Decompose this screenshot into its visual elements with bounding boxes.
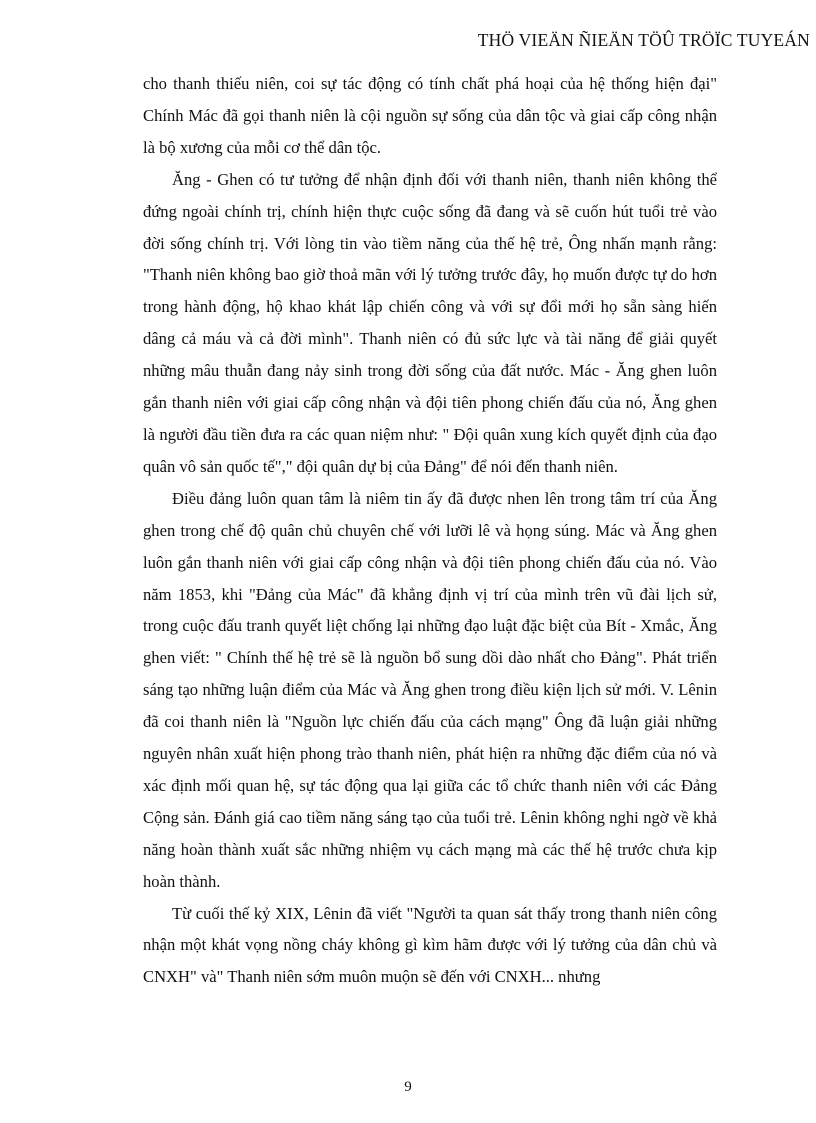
paragraph-3: Điều đảng luôn quan tâm là niêm tin ấy đã được nhen lên trong tâm trí của Ăng ghen trong chế độ quân chủ chuyên chế với lưỡi lê và họng súng. Mác và Ăng ghen luôn gắn thanh niên với giai cấp công nhận và đội tiên phong chiến đấu của nó. Vào năm 1853, khi "Đảng của Mác" đã khẳng định vị trí của mình trên vũ đài lịch sử, trong cuộc đấu tranh quyết liệt chống lại những đạo luật đặc biệt của Bít - Xmắc, Ăng ghen viết: " Chính thế hệ trẻ sẽ là nguồn bổ sung dồi dào nhất cho Đảng". Phát triển sáng tạo những luận điểm của Mác và Ăng ghen trong điều kiện lịch sử mới. V. Lênin đã coi thanh niên là "Nguồn lực chiến đấu của cách mạng" Ông đã luận giải những nguyên nhân xuất hiện phong trào thanh niên, phát hiện ra những đặc điểm của nó và xác định mối quan hệ, sự tác động qua lại giữa các tổ chức thanh niên với các Đảng Cộng sản. Đánh giá cao tiềm năng sáng tạo của tuổi trẻ. Lênin không nghi ngờ về khả năng hoàn thành xuất sắc những nhiệm vụ cách mạng mà các thế hệ trước chưa kịp hoàn thành. [143, 488, 717, 891]
body-text [143, 68, 717, 993]
paragraph-2: Ăng - Ghen có tư tưởng để nhận định đối với thanh niên, thanh niên không thể đứng ngoài chính trị, chính hiện thực cuộc sống đã đang và sẽ cuốn hút tuổi trẻ vào đời sống chính trị. Với lòng tin vào tiềm năng của thế hệ trẻ, Ông nhấn mạnh rằng: "Thanh niên không bao giờ thoả mãn với lý tưởng trước đây, họ muốn được tự do hơn trong hành động, hộ khao khát lập chiến công và với sự đổi mới họ sẵn sàng hiến dâng cả máu và cả đời mình". Thanh niên có đủ sức lực và tài năng để giải quyết những mâu thuẫn đang nảy sinh trong đời sống của đất nước. Mác - Ăng ghen luôn gắn thanh niên với giai cấp công nhận và đội tiên phong chiến đấu của nó, Ăng ghen là người đầu tiền đưa ra các quan niệm như: " Đội quân xung kích quyết định của đạo quân vô sản quốc tế"," đội quân dự bị của Đảng" để nói đến thanh niên. [143, 169, 717, 476]
paragraph-4: Từ cuối thế kỷ XIX, Lênin đã viết "Người ta quan sát thấy trong thanh niên công nhận một khát vọng nồng cháy không gì kìm hãm được với lý tưởng của dân chủ và CNXH" và" Thanh niên sớm muôn muộn sẽ đến với CNXH... nhưng [143, 903, 717, 987]
page-header-title: THÖ VIEÄN ÑIEÄN TÖÛ TRÖÏC TUYEÁN [477, 30, 810, 50]
page-number: 9 [404, 1079, 412, 1095]
paragraph-1: cho thanh thiếu niên, coi sự tác động có tính chất phá hoại của hệ thống hiện đại" Chính Mác đã gọi thanh niên là cội nguồn sự sống của dân tộc và giai cấp công nhận là bộ xương của mỗi cơ thể dân tộc. [143, 74, 717, 157]
